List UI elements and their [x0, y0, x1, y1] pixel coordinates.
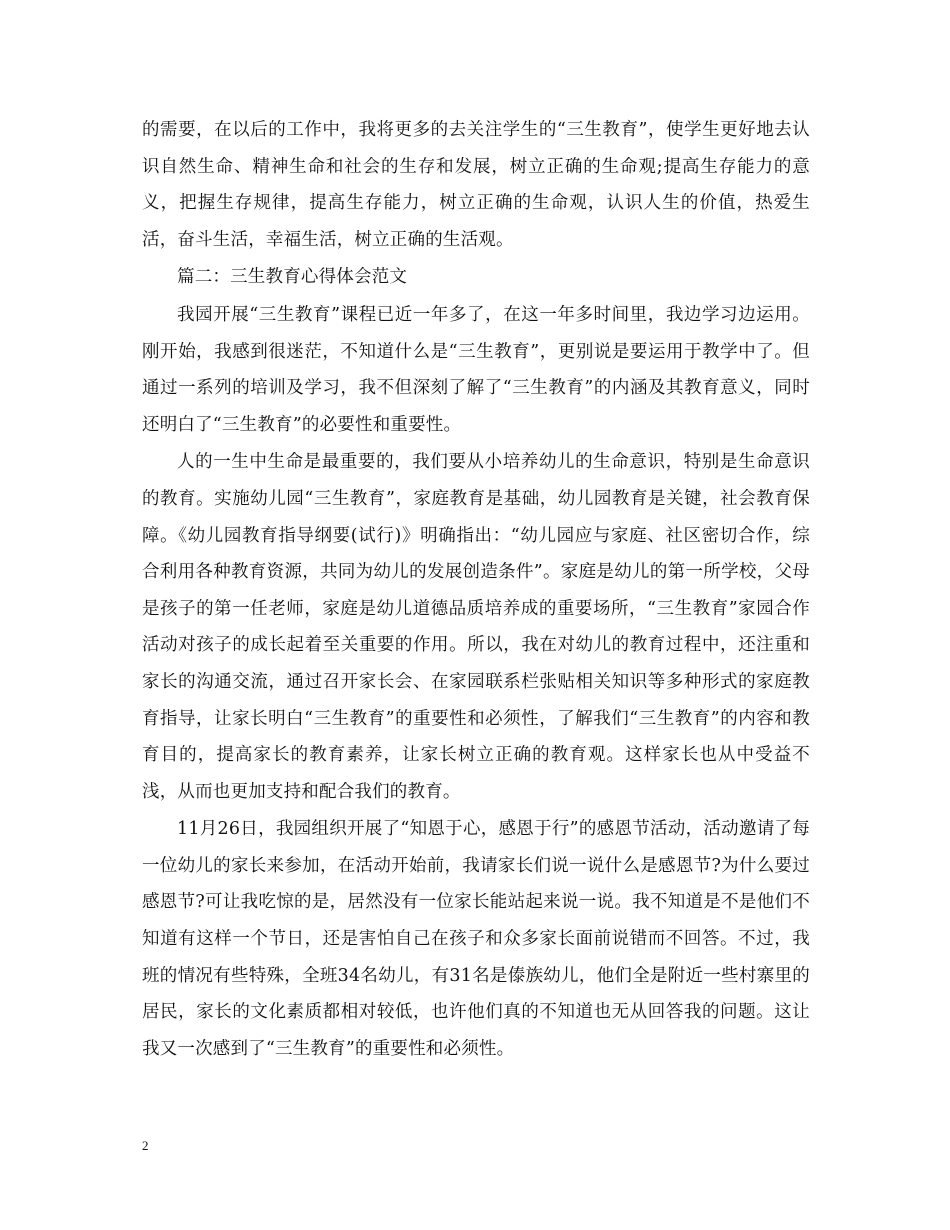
paragraph-intro: 我园开展“三生教育”课程已近一年多了，在这一年多时间里，我边学习边运用。刚开始，我感到很迷茫，不知道什么是“三生教育”，更别说是要运用于教学中了。但通过一系列的培训及学习，我不但深刻了解了“三生教育”的内涵及其教育意义，同时还明白了“三生教育”的必要性和重要性。: [142, 304, 810, 435]
paragraph-thanksgiving-activity: 11月26日，我园组织开展了“知恩于心，感恩于行”的感恩节活动，活动邀请了每一位幼儿的家长来参加，在活动开始前，我请家长们说一说什么是感恩节?为什么要过感恩节?可让我吃惊的是，居然没有一位家长能站起来说一说。我不知道是不是他们不知道有这样一个节日，还是害怕自己在孩子和众多家长面前说错而不回答。不过，我班的情况有些特殊，全班34名幼儿，有31名是傣族幼儿，他们全是附近一些村寨里的居民，家长的文化素质都相对较低，也许他们真的不知道也无从回答我的问题。这让我又一次感到了“三生教育”的重要性和必须性。: [142, 819, 810, 1059]
section-heading: 篇二：三生教育心得体会范文: [177, 267, 408, 288]
paragraph-family-education: 人的一生中生命是最重要的，我们要从小培养幼儿的生命意识，特别是生命意识的教育。实施幼儿园“三生教育”，家庭教育是基础，幼儿园教育是关键，社会教育保障。《幼儿园教育指导纲要(试行)》明确指出：“幼儿园应与家庭、社区密切合作，综合利用各种教育资源，共同为幼儿的发展创造条件”。家庭是幼儿的第一所学校，父母是孩子的第一任老师，家庭是幼儿道德品质培养成的重要场所，“三生教育”家园合作活动对孩子的成长起着至关重要的作用。所以，我在对幼儿的教育过程中，还注重和家长的沟通交流，通过召开家长会、在家园联系栏张贴相关知识等多种形式的家庭教育指导，让家长明白“三生教育”的重要性和必须性，了解我们“三生教育”的内容和教育目的，提高家长的教育素养，让家长树立正确的教育观。这样家长也从中受益不浅，从而也更加支持和配合我们的教育。: [142, 452, 810, 802]
document-body: [142, 112, 810, 1067]
paragraph-continuation: 的需要，在以后的工作中，我将更多的去关注学生的“三生教育”，使学生更好地去认识自然生命、精神生命和社会的生存和发展，树立正确的生命观;提高生存能力的意义，把握生存规律，提高生存能力，树立正确的生命观，认识人生的价值，热爱生活，奋斗生活，幸福生活，树立正确的生活观。: [142, 120, 810, 250]
page-number: 2: [142, 1138, 149, 1153]
